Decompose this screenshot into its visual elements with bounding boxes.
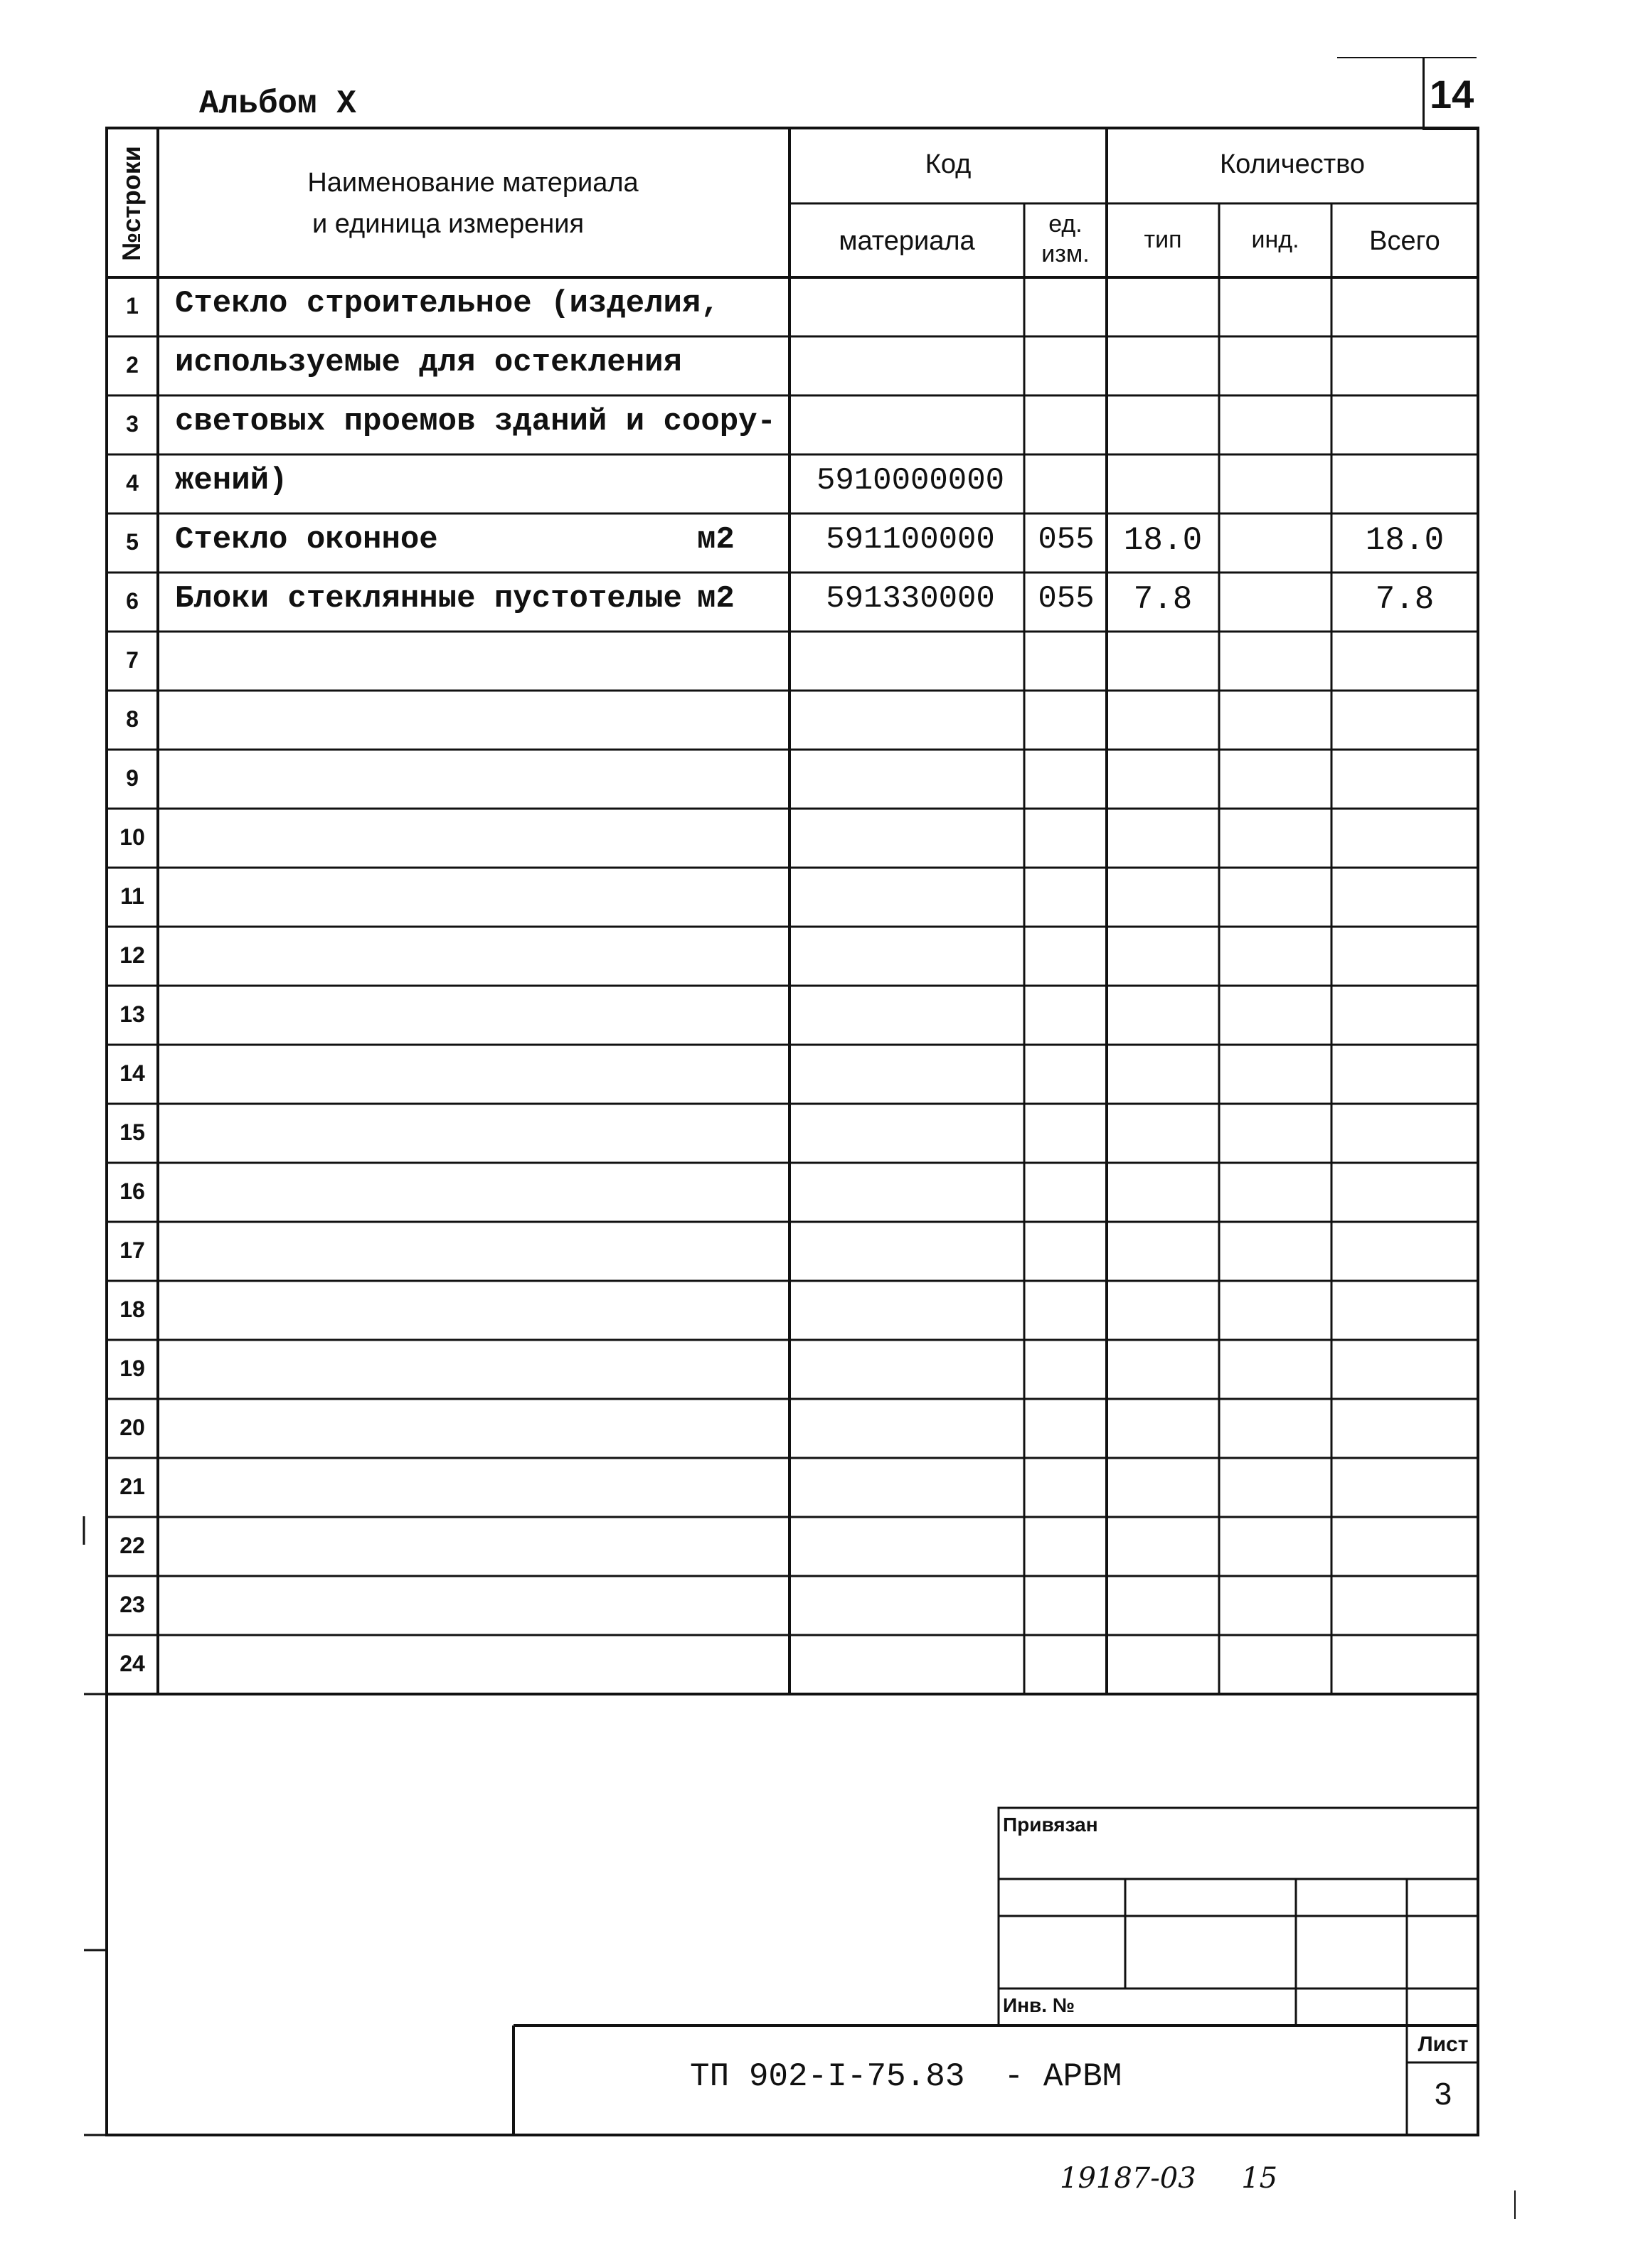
row-number: 20 (119, 1414, 145, 1440)
row-number: 7 (126, 646, 139, 673)
material-name: Стекло оконное (175, 521, 438, 558)
material-name: Стекло строительное (изделия, (175, 285, 720, 321)
material-name: жений) (175, 462, 288, 499)
row-number: 21 (119, 1473, 145, 1499)
material-unit: м2 (697, 521, 735, 558)
qty-type-header: тип (1144, 226, 1182, 253)
row-number: 18 (119, 1296, 145, 1322)
material-code: 5910000000 (816, 462, 1005, 499)
quantity-type: 7.8 (1133, 580, 1193, 618)
sheet-label: Лист (1418, 2033, 1469, 2056)
row-number-header: №строки (117, 146, 146, 261)
row-number: 15 (119, 1119, 145, 1145)
row-number: 5 (126, 528, 139, 555)
row-number: 13 (119, 1001, 145, 1027)
tied-label: Привязан (1003, 1814, 1098, 1836)
unit-code: 055 (1038, 521, 1095, 558)
unit-header-line1: ед. (1048, 211, 1083, 238)
code-header: Код (925, 149, 972, 179)
row-number: 19 (119, 1355, 145, 1381)
sheet-number: 3 (1434, 2077, 1452, 2112)
row-number: 4 (126, 469, 139, 496)
code-material-header: материала (839, 226, 975, 256)
row-number: 9 (126, 765, 139, 791)
row-number: 11 (120, 883, 144, 909)
quantity-type: 18.0 (1123, 521, 1203, 559)
row-number: 1 (126, 292, 139, 319)
row-number: 14 (119, 1060, 145, 1086)
material-name: световых проемов зданий и соору- (175, 403, 776, 440)
row-number: 24 (119, 1650, 145, 1676)
material-code: 591100000 (826, 521, 995, 558)
material-code: 591330000 (826, 580, 995, 617)
quantity-total: 7.8 (1375, 580, 1435, 618)
album-title: Альбом X (199, 85, 356, 122)
name-header-line1: Наименование материала (307, 168, 639, 198)
document-code: ТП 902-I-75.83 - АРВМ (690, 2058, 1122, 2095)
unit-header-line2: изм. (1041, 240, 1090, 267)
quantity-header: Количество (1219, 149, 1366, 179)
row-number: 12 (119, 942, 145, 968)
page-number: 14 (1430, 72, 1474, 117)
material-name: Блоки стеклянные пустотелые (175, 580, 682, 617)
footer-note: 19187-03 15 (1060, 2162, 1278, 2195)
row-number: 3 (126, 410, 139, 437)
quantity-total: 18.0 (1365, 521, 1445, 559)
inventory-label: Инв. № (1003, 1994, 1075, 2016)
row-number: 17 (119, 1237, 145, 1263)
name-header-line2: и единица измерения (312, 209, 585, 239)
qty-ind-header: инд. (1251, 226, 1299, 253)
qty-total-header: Всего (1369, 226, 1440, 256)
row-number: 6 (126, 587, 139, 614)
row-number: 16 (119, 1178, 145, 1204)
row-number: 22 (119, 1532, 145, 1558)
row-number: 8 (126, 706, 139, 732)
unit-code: 055 (1038, 580, 1095, 617)
material-name: используемые для остекления (175, 344, 682, 380)
row-number: 10 (119, 824, 145, 850)
row-number: 2 (126, 351, 139, 378)
row-number: 23 (119, 1591, 145, 1617)
material-unit: м2 (697, 580, 735, 617)
